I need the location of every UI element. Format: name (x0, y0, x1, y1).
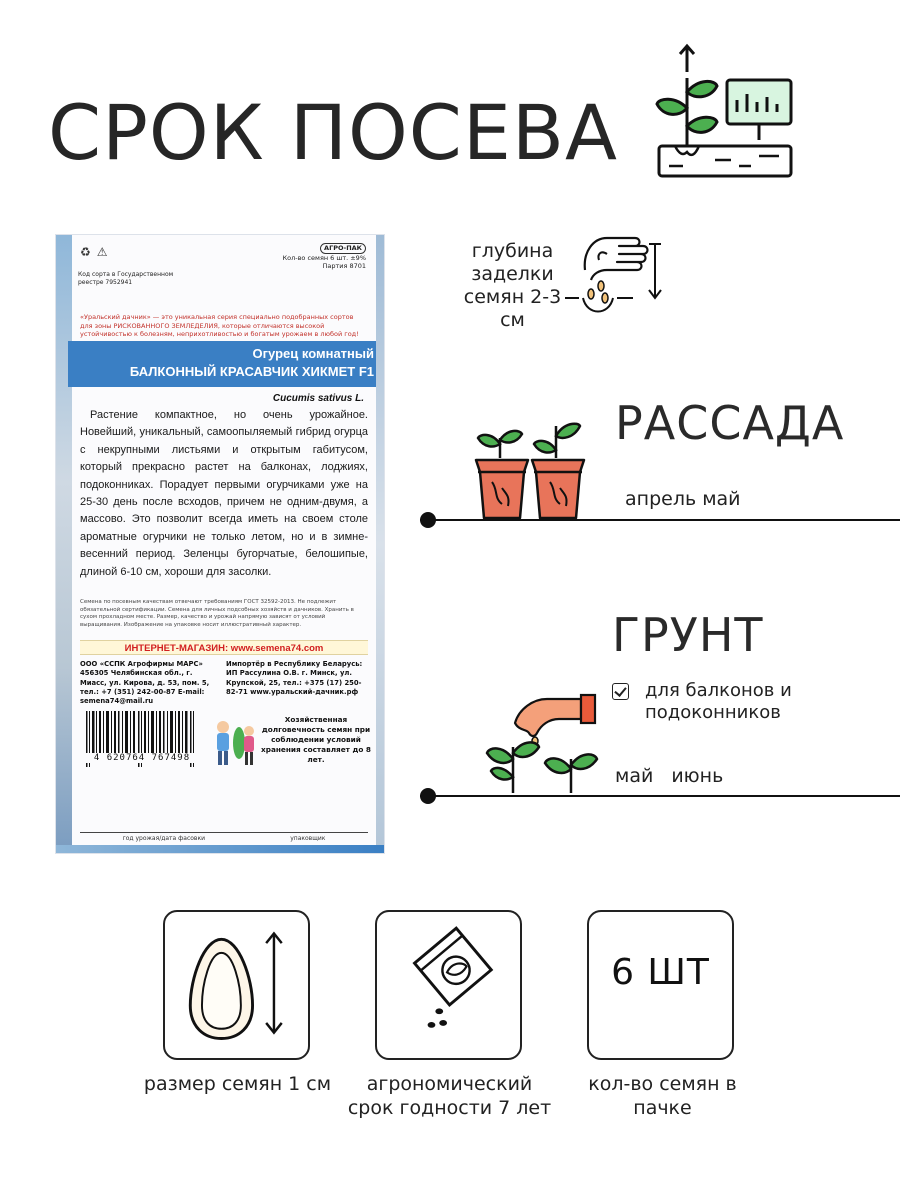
sowing-depth-text: глубина заделки семян 2-3 см (463, 240, 562, 331)
recycle-icon: ♻ (80, 245, 91, 259)
page-title: СРОК ПОСЕВА (48, 88, 619, 177)
product-name-line2: БАЛКОННЫЙ КРАСАВЧИК ХИКМЕТ F1 (129, 364, 374, 379)
seedlings-months: апрель май (625, 488, 741, 510)
agro-pak-badge: АГРО-ПАК (320, 243, 366, 254)
barcode-number: 4 620764 767498 (80, 753, 204, 763)
packet-bottom-edge (56, 845, 384, 853)
seed-packet-icon (377, 912, 520, 1058)
packer-label: упаковщик (290, 835, 326, 842)
seed-packet-image (56, 235, 384, 853)
importer-address: Импортёр в Республику Беларусь: ИП Рассулина О.В. г. Минск, ул. Крупской, 25, тел.: +375 (17) 250-82-71 www.уральский-дачник.рф (226, 660, 363, 696)
manufacturer-address: ООО «ССПК Агрофирмы МАРС» 456305 Челябинская обл., г. Миасс, ул. Кирова, д. 53, пом. 5, тел.: +7 (351) 242-00-87 E-mail: semena74@mail.ru (80, 660, 210, 706)
month-june: июнь (671, 765, 724, 787)
product-name-band (68, 341, 384, 387)
registry-code: Код сорта в Государственном реестре 7952941 (78, 271, 174, 286)
hand-sowing-depth-icon (563, 232, 673, 327)
month-may: май (615, 765, 654, 787)
cartoon-characters-image (209, 717, 257, 769)
plant-growth-chart-icon (655, 42, 795, 182)
certification-note: Семена по посевным качествам отвечают требованиям ГОСТ 32592-2013. Не подлежит обязательной сертификации. Семена для личных подсобных хозяйств и дачников. Хранить в сухом прохладном месте. Размер, качество и урожай напрямую зависят от условий выращивания. Изображение на упаковке носит иллюстративный характер. (80, 599, 354, 628)
seedlings-timeline (420, 519, 900, 521)
product-description: Растение компактное, но очень урожайное. Новейший, уникальный, самоопыляемый гибрид огурца с некрупными листьями и открытым габитусом, который прекрасно растет на балконах, лоджиях, подоконниках. Порадует первыми огурчиками уже на 25-30 день после всходов, причем не одним-двумя, а массово. Это позволит всегда иметь на своем столе ароматные огурчики не только летом, но и в зимне-весенний период. Зеленцы бугорчатые, белошипые, длиной 6-10 см, хороши для засолки. (80, 409, 368, 578)
seed-size-box (163, 910, 310, 1060)
fork-glass-icon: ⚠ (96, 245, 108, 259)
timeline-dot (420, 512, 436, 528)
packet-edge-right (376, 235, 384, 853)
packet-symbols (80, 245, 108, 259)
shop-banner: ИНТЕРНЕТ-МАГАЗИН: www.semena74.com (80, 640, 368, 655)
open-ground-title: ГРУНТ (612, 608, 764, 662)
series-text: «Уральский дачник» — это уникальная серия специально подобранных сортов для зоны РИСКОВАННОГО ЗЕМЛЕДЕЛИЯ, которые отличаются высокой устойчивостью к болезням, неприхотливостью и богатым урожаем в любой год! (80, 313, 359, 338)
check-item-text: для балконов и подоконников (645, 680, 792, 723)
packet-batch-line: Партия 8701 (322, 262, 366, 270)
latin-name: Cucumis sativus L. (272, 393, 364, 404)
timeline-dot (420, 788, 436, 804)
packet-edge-left (56, 235, 72, 853)
seed-size-caption: размер семян 1 см (143, 1073, 332, 1095)
packet-count-info (276, 243, 366, 271)
packet-count-line: Кол-во семян 6 шт. ±9% (282, 253, 366, 262)
shelf-life-note: Хозяйственная долговечность семян при соблюдении условий хранения составляет до 8 лет. (261, 715, 371, 764)
check-item (612, 680, 897, 724)
open-ground-timeline (420, 795, 900, 797)
product-name-line1: Огурец комнатный (252, 346, 374, 361)
packet-footer (80, 832, 368, 842)
shelf-life-box (375, 910, 522, 1060)
open-ground-months (615, 765, 723, 787)
seed-count-box (587, 910, 734, 1060)
seed-count-value: 6 ШТ (611, 952, 710, 993)
seedlings-in-pots-icon (470, 410, 595, 522)
shelf-life-caption: агрономический срок годности 7 лет (347, 1073, 552, 1119)
seedlings-title: РАССАДА (615, 396, 845, 450)
packet-back (72, 235, 376, 853)
seed-size-icon (165, 912, 308, 1058)
hand-planting-sprouts-icon (485, 685, 600, 797)
checkbox-icon (612, 683, 629, 700)
seed-count-caption: кол-во семян в пачке (588, 1073, 737, 1119)
harvest-date-label: год урожая/дата фасовки (122, 835, 205, 842)
